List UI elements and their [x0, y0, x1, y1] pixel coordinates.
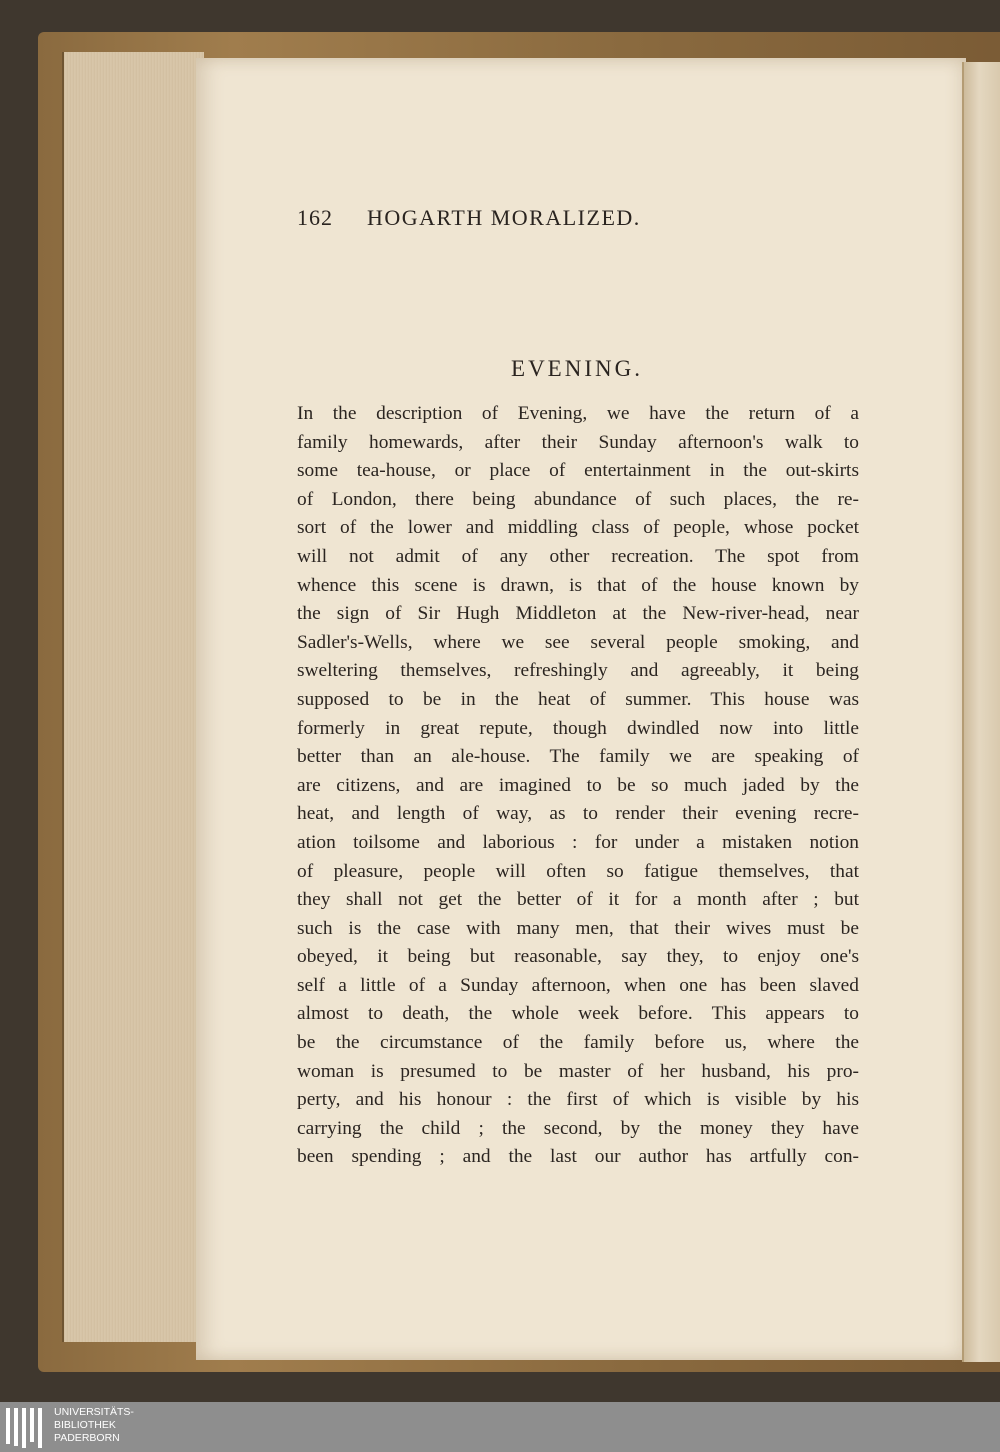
logo-line: BIBLIOTHEK	[54, 1419, 116, 1431]
text-line: obeyed, it being but reasonable, say they, to enjoy one's	[297, 946, 859, 968]
text-line: Sadler's-Wells, where we see several people smoking, and	[297, 631, 859, 653]
library-logo-text	[54, 1406, 134, 1445]
text-line: such is the case with many men, that their wives must be	[297, 917, 859, 939]
body-text	[297, 400, 859, 1172]
library-logo-icon	[6, 1408, 46, 1448]
text-line: carrying the child ; the second, by the money they have	[297, 1117, 859, 1139]
logo-line: UNIVERSITÄTS-	[54, 1406, 134, 1418]
text-line: In the description of Evening, we have the return of a	[297, 403, 859, 424]
text-line: been spending ; and the last our author has artfully con-	[297, 1146, 859, 1168]
text-line: they shall not get the better of it for a month after ; but	[297, 889, 859, 911]
text-line: formerly in great repute, though dwindled now into little	[297, 717, 859, 739]
text-line: supposed to be in the heat of summer. This house was	[297, 688, 859, 710]
running-head	[297, 205, 857, 237]
text-line: of London, there being abundance of such places, the re-	[297, 488, 859, 510]
text-line: be the circumstance of the family before us, where the	[297, 1032, 859, 1054]
running-title: HOGARTH MORALIZED.	[367, 205, 641, 230]
facing-page-edge	[962, 62, 1000, 1362]
text-line: better than an ale-house. The family we are speaking of	[297, 746, 859, 768]
text-line: of pleasure, people will often so fatigue themselves, that	[297, 860, 859, 882]
text-line: self a little of a Sunday afternoon, when one has been slaved	[297, 974, 859, 996]
text-line: sweltering themselves, refreshingly and agreeably, it being	[297, 660, 859, 682]
text-line: some tea-house, or place of entertainment in the out-skirts	[297, 460, 859, 482]
text-line: are citizens, and are imagined to be so much jaded by the	[297, 774, 859, 796]
text-line: sort of the lower and middling class of people, whose pocket	[297, 517, 859, 539]
library-footer-bar	[0, 1402, 1000, 1452]
text-line: ation toilsome and laborious : for under a mistaken notion	[297, 831, 859, 853]
logo-line: PADERBORN	[54, 1432, 120, 1444]
text-line: will not admit of any other recreation. The spot from	[297, 545, 859, 567]
text-line: the sign of Sir Hugh Middleton at the New-river-head, near	[297, 603, 859, 625]
text-line: family homewards, after their Sunday afternoon's walk to	[297, 431, 859, 453]
page-edges	[62, 52, 204, 1342]
page-number: 162	[297, 205, 333, 230]
text-line: heat, and length of way, as to render their evening recre-	[297, 803, 859, 825]
text-line: perty, and his honour : the first of which is visible by his	[297, 1089, 859, 1111]
section-title: EVENING.	[511, 356, 643, 381]
text-line: almost to death, the whole week before. This appears to	[297, 1003, 859, 1025]
text-line: woman is presumed to be master of her husband, his pro-	[297, 1060, 859, 1082]
text-line: whence this scene is drawn, is that of the house known by	[297, 574, 859, 596]
